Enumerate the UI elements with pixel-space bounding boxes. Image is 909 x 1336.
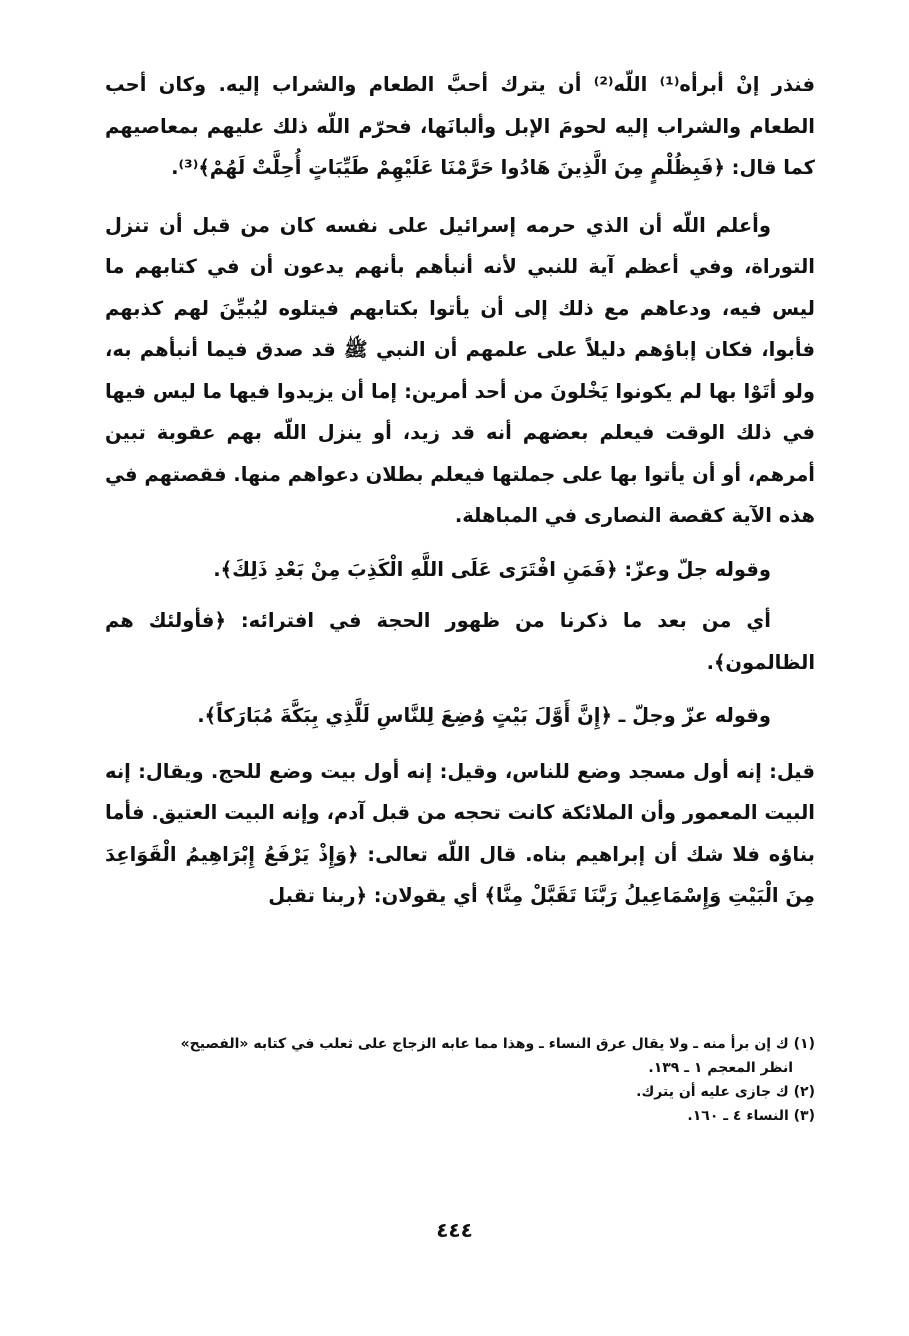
- main-text: [105, 64, 815, 917]
- page-number: ٤٤٤: [436, 1218, 473, 1242]
- paragraph-first-house-commentary: قيل: إنه أول مسجد وضع للناس، وقيل: إنه أول بيت وضع للحج. ويقال: إنه البيت المعمور وأن الملائكة كانت تحجه من قبل آدم، وإنه البيت العتيق. فأما بناؤه فلا شك أن إبراهيم بناه. قال اللّه تعالى: ﴿وَإِذْ يَرْفَعُ إِبْرَاهِيمُ الْقَوَاعِدَ مِنَ الْبَيْتِ وَإِسْمَاعِيلُ رَبَّنَا تَقَبَّلْ مِنَّا﴾ أي يقولان: ﴿ربنا تقبل: [105, 759, 815, 907]
- paragraph-torah-proof: وأعلم اللّه أن الذي حرمه إسرائيل على نفسه كان من قبل أن تنزل التوراة، وفي أعظم آية للنبي لأنه أنبأهم بأنهم يدعون أن في كتابهم ما ليس فيه، ودعاهم مع ذلك إلى أن يأتوا بكتابهم فيتلوه ليُبيِّنَ لهم كذبهم فأبوا، فكان إباؤهم دليلاً على علمهم أن النبي ﷺ قد صدق فيما أنبأهم به، ولو أتَوْا بها لم يكونوا يَخْلونَ من أحد أمرين: إما أن يزيدوا فيها ما ليس فيها في ذلك الوقت فيعلم بعضهم أنه قد زيد، أو ينزل اللّه بهم عقوبة تبين أمرهم، أو أن يأتوا بها على جملتها فيعلم بطلان دعواهم منها. فقصتهم في هذه الآية كقصة النصارى في المباهلة.: [105, 213, 815, 527]
- footnote-2: (٢) ك جازى عليه أن يترك.: [636, 1084, 815, 1100]
- paragraph-verse-fabrication: وقوله جلّ وعزّ: ﴿فَمَنِ افْتَرَى عَلَى اللَّهِ الْكَذِبَ مِنْ بَعْدِ ذَلِكَ﴾.: [213, 557, 771, 581]
- footnote-3: (٣) النساء ٤ ـ ١٦٠.: [687, 1108, 815, 1124]
- footnotes: [105, 1032, 815, 1128]
- paragraph-first-house-verse: وقوله عزّ وجلّ ـ ﴿إِنَّ أَوَّلَ بَيْتٍ وُضِعَ لِلنَّاسِ لَلَّذِي بِبَكَّةَ مُبَارَكاً﴾.: [197, 704, 771, 727]
- footnote-1: (١) ك إن برأ منه ـ ولا يقال عرق النساء ـ وهذا مما عابه الزجاج على ثعلب في كتابه «الفصيح»: [180, 1036, 815, 1052]
- paragraph-vow-of-israel: فنذر إنْ أبرأه⁽¹⁾ اللّه⁽²⁾ أن يترك أحبَّ الطعام والشراب إليه. وكان أحب الطعام والشراب إليه لحومَ الإبل وألبانَها، فحرّم اللّه ذلك عليهم بمعاصيهم كما قال: ﴿فَبِظُلْمٍ مِنَ الَّذِينَ هَادُوا حَرَّمْنَا عَلَيْهِمْ طَيِّبَاتٍ أُحِلَّتْ لَهُمْ﴾⁽³⁾.: [105, 73, 815, 179]
- paragraph-verse-commentary: أي من بعد ما ذكرنا من ظهور الحجة في افترائه: ﴿فأولئك هم الظالمون﴾.: [105, 609, 815, 674]
- footnote-1-continued: انظر المعجم ١ ـ ١٣٩.: [648, 1060, 793, 1076]
